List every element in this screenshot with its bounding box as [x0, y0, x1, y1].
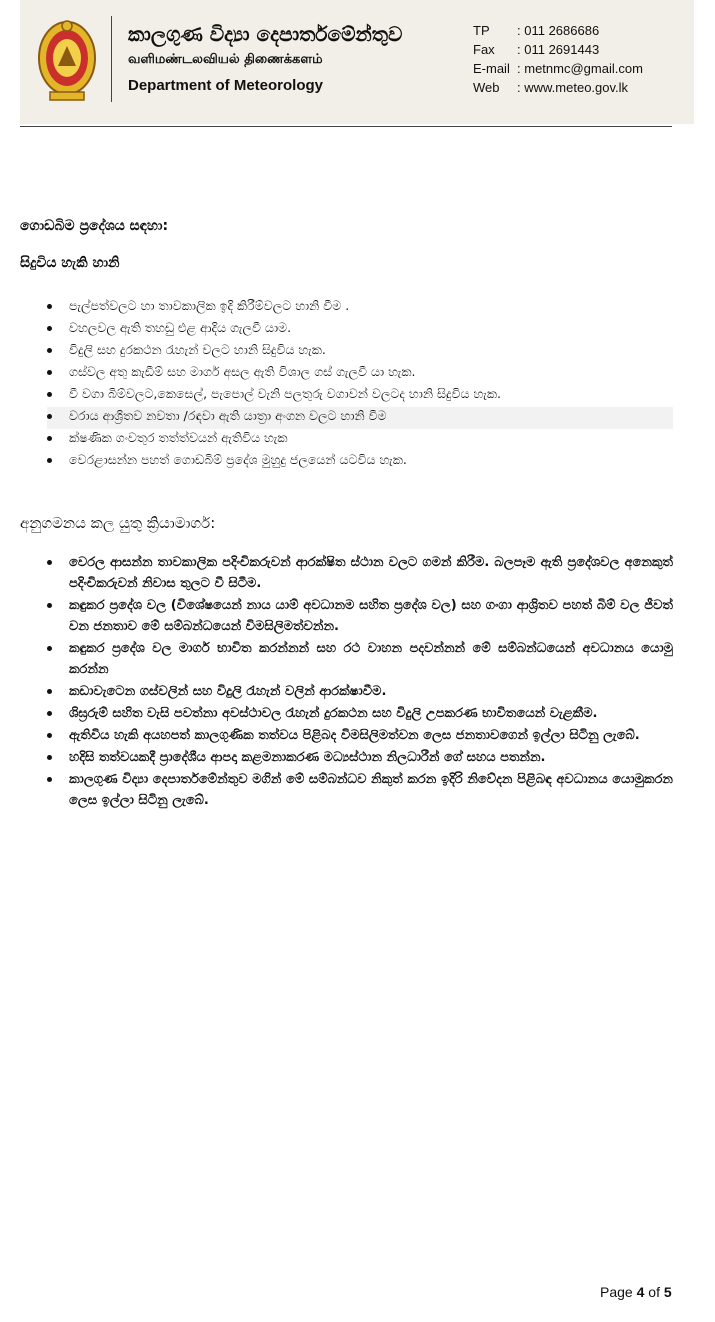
page-footer — [600, 1284, 672, 1300]
list-item: වී වගා බිම්වලට,කෙසෙල්, පැපොල් වැනි පලතුරු වගාවන් වලටද හානි සිදුවිය හැක. — [47, 385, 673, 407]
list-item: විදුලි සහ දුරකථන රැහැන් වලට හානි සිදුවිය හැක. — [47, 341, 673, 363]
contact-label: Fax — [473, 42, 495, 57]
contact-value[interactable]: : metnmc@gmail.com — [517, 59, 643, 78]
list-item: කාලගුණ විද්‍යා දෙපාර්තමේන්තුව මගින් මේ සම්බන්ධව නිකුත් කරන ඉදිරි නිවේදන පිළිබඳ අවධානය යොමුකරන ලෙස ඉල්ලා සිටිනු ලැබේ. — [47, 769, 673, 811]
list-item: හදිසි තත්වයකදී ප්‍රාදේශීය ආපදා කළමනාකරණ මධ්‍යස්ථාන නිලධාරීන් ගේ සහය පතන්න. — [47, 747, 673, 768]
page-current: 4 — [636, 1284, 645, 1300]
list-item: කඩාවැටෙන ගස්වලින් සහ විදුලි රැහැන් වලින් ආරක්ෂාවීම. — [47, 681, 673, 702]
contact-label: TP — [473, 23, 490, 38]
department-name-sinhala: කාලගුණ විද්‍යා දෙපාර්තමේන්තුව — [128, 22, 403, 46]
list-item: වෙරල ආසන්න තාවකාලික පදිංචිකරුවන් ආරක්ෂිත ස්ථාන වලට ගමන් කිරීම. බලපෑම ඇති ප්‍රදේශවල අනෙකුත් පදිංචිකරුවන් නිවාස තුලට වී සිටීම. — [47, 552, 673, 594]
of-word: of — [648, 1284, 660, 1300]
damage-list — [47, 297, 673, 473]
list-item: කඳුකර ප්‍රදේශ වල මාර්ග භාවිත කරන්නන් සහ රථ වාහන පදවන්නන් මේ සම්බන්ධයෙන් අවධානය යොමු කරන්න — [47, 638, 673, 680]
contact-fax — [473, 40, 643, 59]
department-name-tamil: வளிமண்டலவியல் திணைக்களம் — [128, 52, 323, 67]
contact-tp — [473, 21, 643, 40]
list-item: වෙරළාසන්න පහත් ගොඩබිම් ප්‍රදේශ මුහුදු ජලයෙන් යටවිය හැක. — [47, 451, 673, 473]
contact-web — [473, 78, 643, 97]
list-item: ඇතිවිය හැකි අයහපත් කාලගුණික තත්වය පිළිබද විමසිලිමත්වන ලෙස ජනතාවගෙන් ඉල්ලා සිටිනු ලැබේ. — [47, 725, 673, 746]
list-item: කඳුකර ප්‍රදේශ වල (විශේෂයෙන් නාය යාම් අවධානම සහිත ප්‍රදේශ වල) සහ ගංගා ආශ්‍රිතව පහත් බිම් වල ජීවත් වන ජනතාව මේ සම්බන්ධයෙන් විමසිලිමත්වන්න. — [47, 595, 673, 637]
list-item: ගස්වල අතු කැඩීම් සහ මාර්ග අසල ඇති විශාල ගස් ගැලවී යා හැක. — [47, 363, 673, 385]
header-rule — [20, 126, 672, 127]
damage-title: සිදුවිය හැකි හානි — [20, 255, 120, 271]
list-item: පැල්පත්වලට හා තාවකාලික ඉදි කිරීම්වලට හානි වීම . — [47, 297, 673, 319]
contact-label: Web — [473, 80, 500, 95]
list-item: වහලවල ඇති තහඩු ළුළ ආදිය ගැලවී යාම. — [47, 319, 673, 341]
contact-details — [473, 21, 643, 97]
list-item: ක්ෂණික ගංවතුර තත්ත්වයන් ඇතිවිය හැක — [47, 429, 673, 451]
section-land-title: ගොඩබිම ප්‍රදේශය සඳහා: — [20, 218, 169, 234]
contact-value: : 011 2691443 — [517, 40, 599, 59]
contact-email — [473, 59, 643, 78]
department-name-english: Department of Meteorology — [128, 77, 324, 94]
contact-value: : 011 2686686 — [517, 21, 599, 40]
header-divider — [111, 16, 112, 102]
actions-title: අනුගමනය කල යුතු ක්‍රියාමාර්ග: — [20, 514, 216, 532]
actions-list — [47, 552, 673, 812]
list-item: ශිඝ්‍රරුම් සහිත වැසි පවත්නා අවස්ථාවල රැහැන් දුරකථන සහ විදුලි උපකරණ භාවිතයෙන් වැළකීම. — [47, 703, 673, 724]
sri-lanka-emblem-icon — [36, 16, 98, 104]
page-word: Page — [600, 1284, 633, 1300]
page-total: 5 — [663, 1284, 672, 1300]
contact-value[interactable]: : www.meteo.gov.lk — [517, 78, 628, 97]
contact-label: E-mail — [473, 61, 510, 76]
list-item: වරාය ආශ්‍රිතව නවතා /රඳවා ඇති යාත්‍රා අංගන වලට හානි වීම — [47, 407, 673, 429]
